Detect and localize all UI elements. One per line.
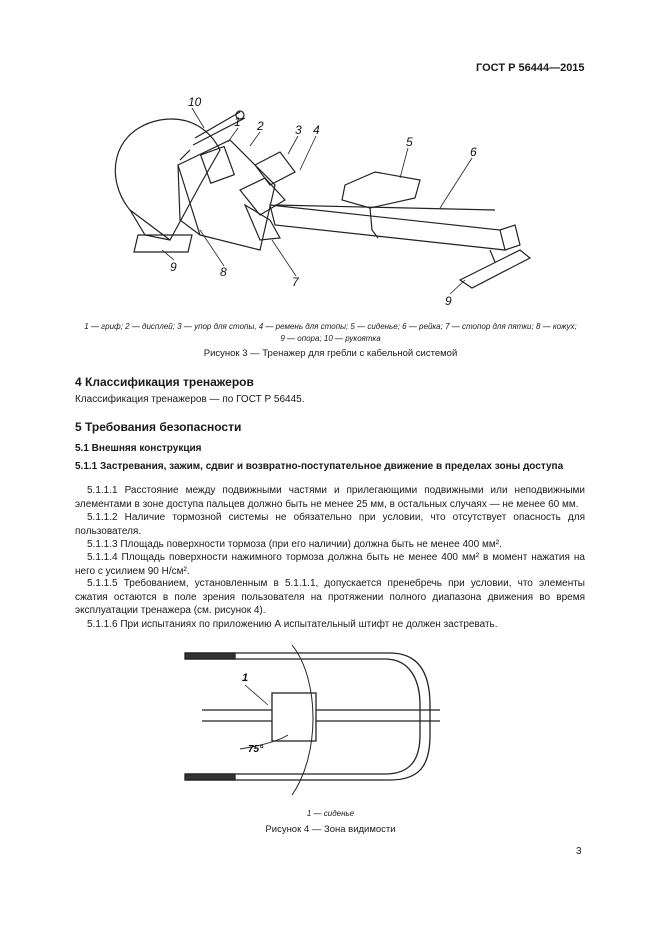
figure3-caption: Рисунок 3 — Тренажер для гребли с кабельной системой	[203, 348, 458, 359]
section5-1-heading: 5.1 Внешняя конструкция	[75, 443, 202, 454]
visibility-zone-drawing	[170, 645, 460, 795]
paragraph-5-1-1-3-text: 5.1.1.3 Площадь поверхности тормоза (при его наличии) должна быть не менее 400 мм².	[87, 539, 502, 550]
fig3-label-9a: 9	[170, 260, 177, 274]
fig3-label-4: 4	[313, 123, 320, 137]
fig3-label-10: 10	[188, 95, 202, 109]
section5-heading: 5 Требования безопасности	[75, 420, 242, 434]
section4-heading: 4 Классификация тренажеров	[75, 375, 254, 389]
paragraph-5-1-1-6	[75, 618, 585, 632]
fig3-label-8: 8	[220, 265, 227, 279]
paragraph-5-1-1-1-text: 5.1.1.1 Расстояние между подвижными частями и прилегающими подвижными или неподвижными элементами в зоне доступа пальцев должно быть не менее 25 мм, в остальных случаях — не менее 60 мм.	[75, 485, 585, 510]
fig3-label-7: 7	[292, 275, 299, 289]
fig3-label-9b: 9	[445, 294, 452, 305]
standard-number: ГОСТ Р 56444—2015	[476, 62, 585, 74]
paragraph-5-1-1-2	[75, 511, 585, 538]
fig3-label-6: 6	[470, 145, 477, 159]
fig3-label-2: 2	[257, 119, 264, 133]
paragraph-5-1-1-5-text: 5.1.1.5 Требованием, установленным в 5.1.1.1, допускается пренебречь при условии, что элементы сжатия остаются в поле зрения пользователя на протяжении полного диапазона движения во время эксплуатации тренажера (см. рисунок 4).	[75, 578, 585, 616]
paragraph-5-1-1-5	[75, 577, 585, 618]
page-number: 3	[576, 846, 582, 857]
fig3-label-1: 1	[234, 115, 241, 129]
section5-1-1-heading: 5.1.1 Застревания, зажим, сдвиг и возвратно-поступательное движение в пределах зоны доступа	[75, 461, 564, 472]
rowing-machine-drawing	[100, 90, 580, 305]
figure3-legend-line1: 1 — гриф; 2 — дисплей; 3 — упор для стопы, 4 — ремень для стопы; 5 — сиденье; 6 — рейка; 7 — стопор для пятки; 8 — кожух;	[84, 322, 577, 331]
paragraph-5-1-1-4	[75, 551, 585, 578]
paragraph-5-1-1-4-text: 5.1.1.4 Площадь поверхности нажимного тормоза должна быть не менее 400 мм² в момент нажатия на него с усилием 90 Н/см².	[75, 552, 585, 577]
fig4-angle-label: 75°	[248, 744, 264, 755]
paragraph-5-1-1-1	[75, 484, 585, 511]
paragraph-5-1-1-2-text: 5.1.1.2 Наличие тормозной системы не обязательно при условии, что отсутствует опасность для пользователя.	[75, 512, 585, 537]
section4-text: Классификация тренажеров — по ГОСТ Р 56445.	[75, 394, 305, 405]
fig3-label-3: 3	[295, 123, 302, 137]
figure4-legend: 1 — сиденье	[306, 809, 355, 818]
fig3-label-5: 5	[406, 135, 413, 149]
fig4-label-1: 1	[242, 672, 249, 684]
figure4-caption: Рисунок 4 — Зона видимости	[265, 824, 396, 835]
paragraph-5-1-1-3	[75, 538, 585, 552]
figure3-legend-line2: 9 — опора; 10 — рукоятка	[280, 334, 381, 343]
paragraph-5-1-1-6-text: 5.1.1.6 При испытаниях по приложению А испытательный штифт не должен застревать.	[87, 619, 498, 630]
